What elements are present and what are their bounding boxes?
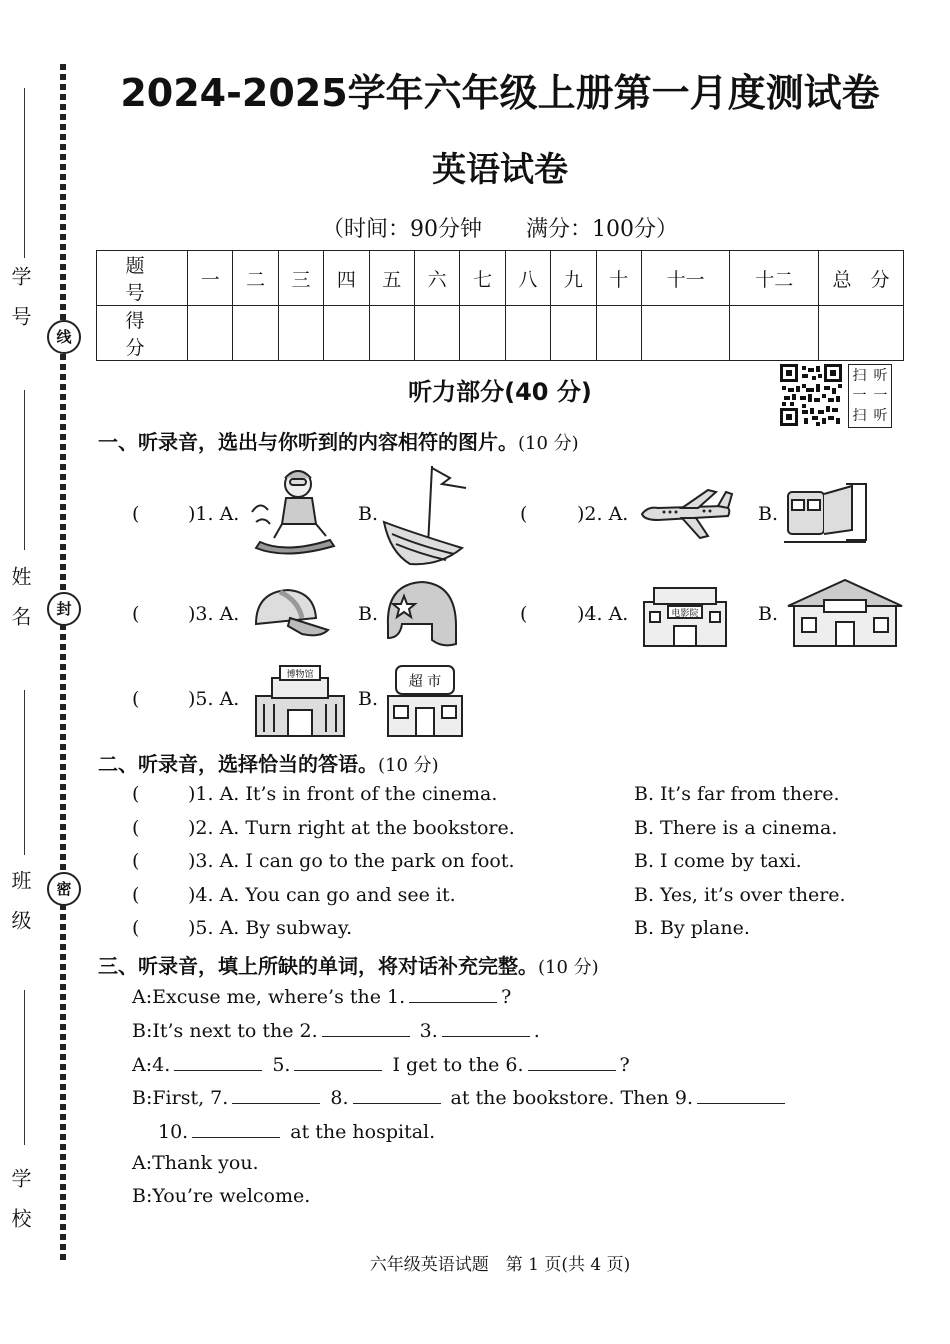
cinema-building-icon — [640, 582, 730, 650]
margin-line — [24, 88, 25, 258]
dialogue-text: A:4. — [132, 1054, 171, 1076]
q2-5-option-a: )5. A. By subway. — [188, 917, 353, 939]
class-label: 班 级 — [8, 870, 32, 930]
section3-heading — [98, 950, 599, 979]
margin-line — [24, 690, 25, 855]
section3-heading-text: 三、听录音，填上所缺的单词，将对话补充完整。 — [98, 954, 538, 978]
q2-4-option-b: B. Yes, it’s over there. — [634, 884, 846, 906]
airplane-icon — [638, 486, 734, 542]
section2-heading-text: 二、听录音，选择恰当的答语。 — [98, 752, 378, 776]
scan-char: 一 — [873, 388, 888, 404]
col-header: 五 — [369, 251, 414, 306]
col-header: 十 — [596, 251, 641, 306]
dialogue-line-3 — [132, 1052, 630, 1076]
q3-label: )3. A. — [188, 603, 240, 625]
score-cell[interactable] — [324, 306, 369, 361]
cap-icon — [250, 584, 330, 642]
section1-points: (10 分) — [518, 433, 579, 454]
blank-1[interactable] — [409, 984, 497, 1003]
margin-line — [24, 390, 25, 550]
q3-b-label: B. — [358, 603, 379, 625]
col-header: 八 — [505, 251, 550, 306]
score-cell[interactable] — [551, 306, 596, 361]
q5-label: )5. A. — [188, 688, 240, 710]
section2-points: (10 分) — [378, 755, 439, 776]
q2-3-option-a: )3. A. I can go to the park on foot. — [188, 850, 515, 872]
blank-5[interactable] — [294, 1052, 382, 1071]
col-header: 六 — [414, 251, 459, 306]
question-number-label: 题 号 — [97, 251, 188, 306]
museum-building-icon — [250, 662, 350, 740]
time-info: （时间：90分钟 满分：100分） — [322, 217, 678, 242]
answer-paren[interactable]: ( — [132, 603, 140, 625]
score-cell[interactable] — [596, 306, 641, 361]
blank-10[interactable] — [192, 1119, 280, 1138]
museum-sign-text: 博物馆 — [286, 670, 314, 680]
page-subtitle: 英语试卷 — [432, 150, 568, 190]
answer-paren[interactable]: ( — [520, 603, 528, 625]
seal-line-mark: 线 — [47, 320, 81, 354]
answer-paren[interactable]: ( — [132, 817, 140, 839]
boy-sledding-icon — [246, 462, 338, 560]
col-header: 七 — [460, 251, 505, 306]
q2-2-option-b: B. There is a cinema. — [634, 817, 838, 839]
score-cell[interactable] — [505, 306, 550, 361]
q2-1-option-b: B. It’s far from there. — [634, 783, 840, 805]
q2-b-label: B. — [758, 503, 779, 525]
q2-1-option-a: )1. A. It’s in front of the cinema. — [188, 783, 498, 805]
supermarket-building-icon — [384, 662, 466, 740]
q2-2-option-a: )2. A. Turn right at the bookstore. — [188, 817, 515, 839]
answer-paren[interactable]: ( — [132, 884, 140, 906]
col-header: 十二 — [730, 251, 819, 306]
dialogue-text: 10. — [158, 1121, 189, 1143]
section3-points: (10 分) — [538, 957, 599, 978]
blank-4[interactable] — [174, 1052, 262, 1071]
q4-label: )4. A. — [577, 603, 629, 625]
dialogue-line-4 — [132, 1085, 789, 1109]
dialogue-line-1 — [132, 984, 511, 1008]
col-header: 二 — [233, 251, 278, 306]
q1-label: )1. A. — [188, 503, 240, 525]
score-cell[interactable] — [730, 306, 819, 361]
page-footer: 六年级英语试题 第 1 页(共 4 页) — [369, 1255, 631, 1275]
scan-char: 听 — [873, 408, 888, 424]
seal-secret-mark: 密 — [47, 872, 81, 906]
dialogue-line-6: A:Thank you. — [132, 1152, 259, 1174]
dialogue-text: B:It’s next to the 2. — [132, 1020, 318, 1042]
score-cell[interactable] — [641, 306, 729, 361]
dialogue-text: ? — [501, 986, 512, 1008]
scan-char: 一 — [852, 388, 867, 404]
q2-label: )2. A. — [577, 503, 629, 525]
answer-paren[interactable]: ( — [132, 503, 140, 525]
score-table — [96, 250, 904, 361]
margin-line — [24, 990, 25, 1145]
total-label: 总 分 — [819, 251, 904, 306]
col-header: 四 — [324, 251, 369, 306]
answer-paren[interactable]: ( — [132, 688, 140, 710]
answer-paren[interactable]: ( — [132, 783, 140, 805]
blank-8[interactable] — [353, 1085, 441, 1104]
q2-4-option-a: )4. A. You can go and see it. — [188, 884, 456, 906]
helmet-icon — [382, 578, 460, 650]
score-cell[interactable] — [233, 306, 278, 361]
blank-3[interactable] — [442, 1018, 530, 1037]
scan-char: 扫 — [852, 408, 867, 424]
answer-paren[interactable]: ( — [520, 503, 528, 525]
score-cell[interactable] — [369, 306, 414, 361]
boat-icon — [380, 462, 470, 570]
q2-5-option-b: B. By plane. — [634, 917, 750, 939]
blank-9[interactable] — [697, 1085, 785, 1104]
col-header: 一 — [188, 251, 233, 306]
score-cell[interactable] — [414, 306, 459, 361]
page-title: 2024-2025学年六年级上册第一月度测试卷 — [120, 71, 880, 115]
train-icon — [782, 480, 868, 550]
score-cell[interactable] — [278, 306, 323, 361]
answer-paren[interactable]: ( — [132, 917, 140, 939]
q2-3-option-b: B. I come by taxi. — [634, 850, 802, 872]
bookstore-building-icon — [782, 576, 908, 650]
scan-char: 听 — [873, 368, 888, 384]
q1-b-label: B. — [358, 503, 379, 525]
dialogue-text: A:Excuse me, where’s the 1. — [132, 986, 406, 1008]
cinema-sign-text: 电影院 — [671, 609, 699, 619]
score-cell[interactable] — [188, 306, 233, 361]
col-header: 九 — [551, 251, 596, 306]
blank-2[interactable] — [322, 1018, 410, 1037]
score-cell[interactable] — [460, 306, 505, 361]
dialogue-line-5 — [158, 1119, 435, 1143]
dialogue-text: 8. — [330, 1087, 349, 1109]
school-label: 学 校 — [8, 1168, 32, 1228]
dialogue-text: at the bookstore. Then 9. — [450, 1087, 694, 1109]
qr-code-icon[interactable] — [780, 364, 842, 426]
section2-heading — [98, 748, 439, 777]
name-label: 姓 名 — [8, 566, 32, 626]
q4-b-label: B. — [758, 603, 779, 625]
answer-paren[interactable]: ( — [132, 850, 140, 872]
col-header: 三 — [278, 251, 323, 306]
dialogue-text: at the hospital. — [290, 1121, 436, 1143]
scan-to-listen-label — [848, 364, 892, 428]
student-no-label: 学 号 — [8, 266, 32, 326]
col-header: 十一 — [641, 251, 729, 306]
dialogue-text: 3. — [419, 1020, 438, 1042]
listening-heading: 听力部分(40 分) — [408, 378, 592, 406]
dialogue-text: I get to the 6. — [392, 1054, 524, 1076]
blank-6[interactable] — [528, 1052, 616, 1071]
section1-heading — [98, 426, 579, 455]
score-table-header-row — [97, 251, 904, 306]
dialogue-text: . — [533, 1020, 540, 1042]
supermarket-sign-text: 超 市 — [408, 674, 442, 690]
dialogue-text: 5. — [272, 1054, 291, 1076]
scan-char: 扫 — [852, 368, 867, 384]
dialogue-line-7: B:You’re welcome. — [132, 1185, 311, 1207]
total-score-cell[interactable] — [819, 306, 904, 361]
score-table-score-row — [97, 306, 904, 361]
dialogue-text: B:First, 7. — [132, 1087, 229, 1109]
score-label: 得 分 — [97, 306, 188, 361]
section1-heading-text: 一、听录音，选出与你听到的内容相符的图片。 — [98, 430, 518, 454]
dialogue-line-2 — [132, 1018, 540, 1042]
binding-dashed-line — [60, 64, 66, 1264]
q5-b-label: B. — [358, 688, 379, 710]
seal-seal-mark: 封 — [47, 592, 81, 626]
blank-7[interactable] — [232, 1085, 320, 1104]
dialogue-text: ? — [619, 1054, 630, 1076]
